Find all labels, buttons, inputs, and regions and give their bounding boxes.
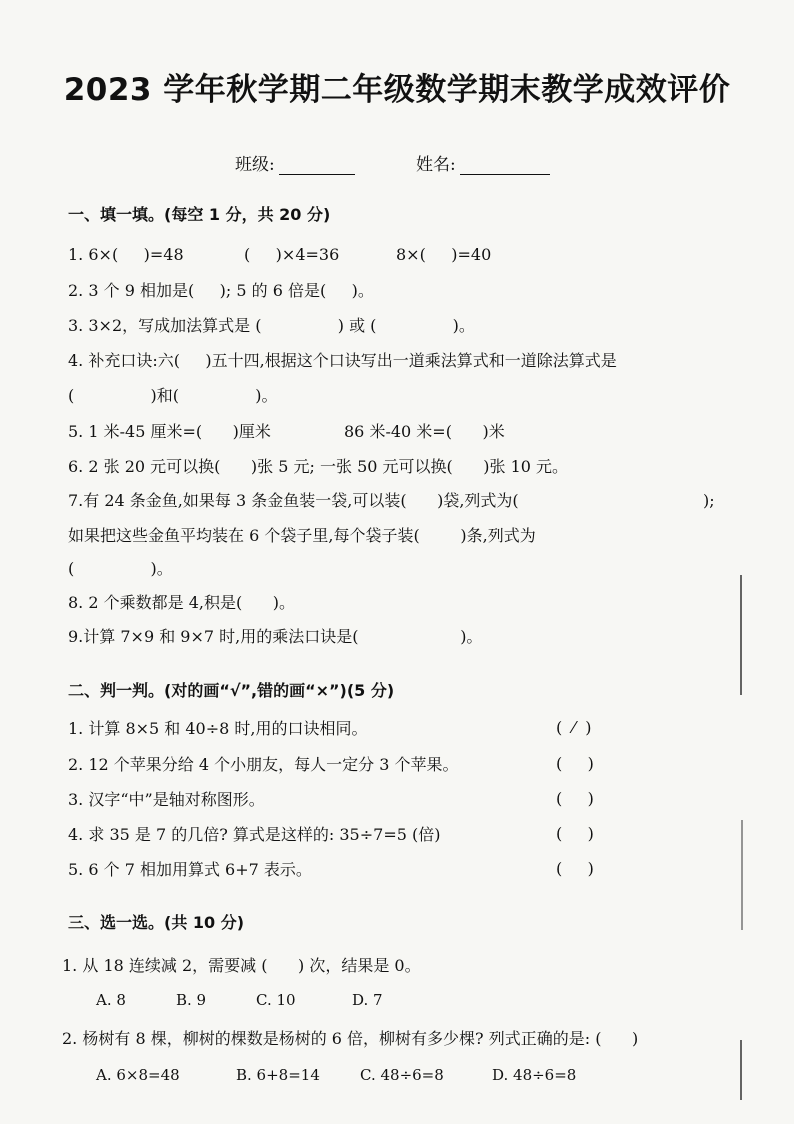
question-4-line1: 4. 补充口诀:六( )五十四,根据这个口诀写出一道乘法算式和一道除法算式是 xyxy=(68,351,617,370)
judge-answer-1[interactable]: ( ⁄ ) xyxy=(556,718,592,737)
judge-answer-4[interactable]: ( ) xyxy=(556,824,594,843)
class-label: 班级: xyxy=(235,155,275,175)
choice-1-option-b[interactable]: B. 9 xyxy=(176,991,207,1009)
question-6: 6. 2 张 20 元可以换( )张 5 元; 一张 50 元可以换( )张 10 元。 xyxy=(68,457,569,476)
judge-answer-2[interactable]: ( ) xyxy=(556,754,594,773)
class-field xyxy=(235,150,355,175)
choice-1-option-c[interactable]: C. 10 xyxy=(256,991,296,1009)
scan-artifact-line xyxy=(740,575,742,695)
question-1-part-a: 1. 6×( )=48 xyxy=(68,245,184,264)
section3-heading: 三、选一选。(共 10 分) xyxy=(68,913,245,932)
choice-1-option-d[interactable]: D. 7 xyxy=(352,991,383,1009)
name-field xyxy=(416,150,550,175)
page-title: 2023 学年秋学期二年级数学期末教学成效评价 xyxy=(63,72,731,108)
section2-heading: 二、判一判。(对的画“√”,错的画“×”)(5 分) xyxy=(68,681,395,700)
question-8: 8. 2 个乘数都是 4,积是( )。 xyxy=(68,593,295,612)
choice-question-1: 1. 从 18 连续减 2，需要减 ( ) 次，结果是 0。 xyxy=(62,956,421,975)
choice-2-option-b[interactable]: B. 6+8=14 xyxy=(236,1066,320,1084)
judge-answer-3[interactable]: ( ) xyxy=(556,789,594,808)
question-2: 2. 3 个 9 相加是( ); 5 的 6 倍是( )。 xyxy=(68,281,374,300)
question-4-line2: ( )和( )。 xyxy=(68,386,278,405)
choice-question-2: 2. 杨树有 8 棵，柳树的棵数是杨树的 6 倍，柳树有多少棵? 列式正确的是: ( ) xyxy=(62,1029,639,1048)
question-5-part-a: 5. 1 米-45 厘米=( )厘米 xyxy=(68,422,271,441)
question-3: 3. 3×2，写成加法算式是 ( ) 或 ( )。 xyxy=(68,316,475,335)
name-blank[interactable] xyxy=(460,156,550,175)
question-1-part-c: 8×( )=40 xyxy=(396,245,492,264)
choice-2-option-a[interactable]: A. 6×8=48 xyxy=(96,1066,180,1084)
judge-item-5: 5. 6 个 7 相加用算式 6+7 表示。 xyxy=(68,860,312,879)
class-blank[interactable] xyxy=(279,156,355,175)
question-5-part-b: 86 米-40 米=( )米 xyxy=(344,422,505,441)
judge-item-4: 4. 求 35 是 7 的几倍? 算式是这样的: 35÷7=5 (倍) xyxy=(68,825,441,844)
judge-item-1: 1. 计算 8×5 和 40÷8 时,用的口诀相同。 xyxy=(68,719,368,738)
question-7-line2: 如果把这些金鱼平均装在 6 个袋子里,每个袋子装( )条,列式为 xyxy=(68,526,536,545)
question-7-line3: ( )。 xyxy=(68,559,173,578)
choice-2-option-c[interactable]: C. 48÷6=8 xyxy=(360,1066,444,1084)
scan-artifact-line xyxy=(741,820,743,930)
judge-item-2: 2. 12 个苹果分给 4 个小朋友，每人一定分 3 个苹果。 xyxy=(68,755,459,774)
question-7-line1: 7.有 24 条金鱼,如果每 3 条金鱼装一袋,可以装( )袋,列式为( xyxy=(68,491,519,510)
choice-2-option-d[interactable]: D. 48÷6=8 xyxy=(492,1066,577,1084)
judge-answer-5[interactable]: ( ) xyxy=(556,859,594,878)
question-7-line1-end: ); xyxy=(703,491,715,510)
question-9: 9.计算 7×9 和 9×7 时,用的乘法口诀是( )。 xyxy=(68,627,483,646)
name-label: 姓名: xyxy=(416,155,456,175)
section1-heading: 一、填一填。(每空 1 分，共 20 分) xyxy=(68,205,331,224)
question-1-part-b: ( )×4=36 xyxy=(244,245,340,264)
judge-item-3: 3. 汉字“中”是轴对称图形。 xyxy=(68,790,265,809)
scan-artifact-line xyxy=(740,1040,742,1100)
choice-1-option-a[interactable]: A. 8 xyxy=(96,991,126,1009)
